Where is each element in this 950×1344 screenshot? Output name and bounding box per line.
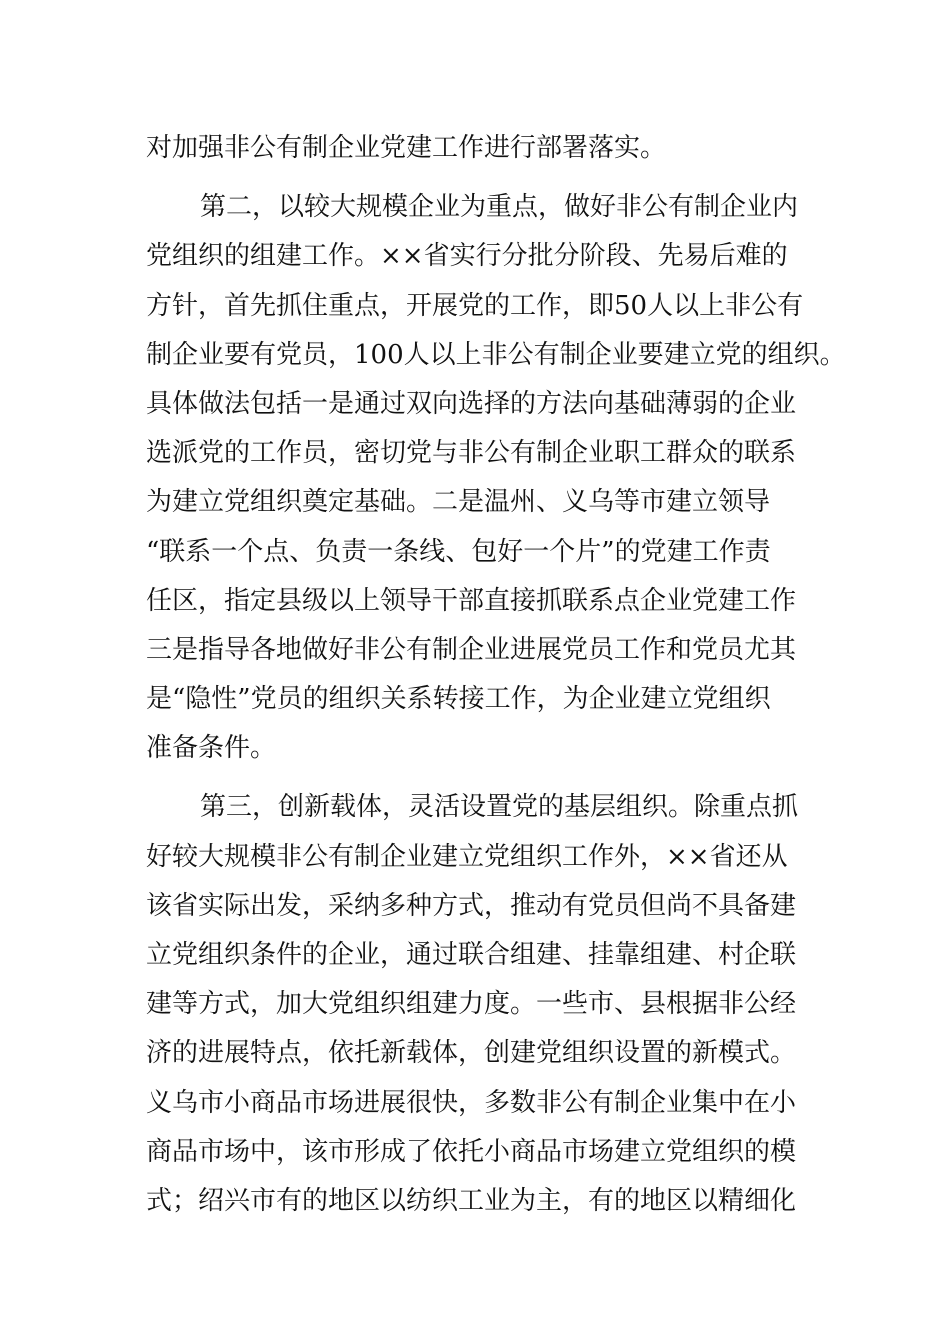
document-body (146, 124, 846, 1226)
text-line: 济的进展特点，依托新载体，创建党组织设置的新模式。 (146, 1038, 797, 1069)
text-line: 具体做法包括一是通过双向选择的方法向基础薄弱的企业 (146, 388, 797, 419)
paragraph-3 (146, 783, 810, 1226)
text-line: 为建立党组织奠定基础。二是温州、义乌等市建立领导 (146, 487, 771, 518)
text-line: 建等方式，加大党组织组建力度。一些市、县根据非公经 (146, 989, 797, 1020)
text-line: 商品市场中，该市形成了依托小商品市场建立党组织的模 (146, 1136, 797, 1167)
paragraph-gap (146, 773, 810, 783)
text-line: 立党组织条件的企业，通过联合组建、挂靠组建、村企联 (146, 940, 797, 970)
paragraph-gap (146, 173, 810, 183)
text-line: 对加强非公有制企业党建工作进行部署落实。 (146, 133, 667, 163)
text-line: 任区，指定县级以上领导干部直接抓联系点企业党建工作 (146, 585, 797, 616)
paragraph-2 (146, 183, 846, 773)
text-line: 该省实际出发，采纳多种方式，推动有党员但尚不具备建 (146, 890, 797, 921)
text-line: “联系一个点、负责一条线、包好一个片”的党建工作责 (146, 536, 771, 567)
text-line: 是“隐性”党员的组织关系转接工作，为企业建立党组织 (146, 684, 771, 715)
text-line: 三是指导各地做好非公有制企业进展党员工作和党员尤其 (146, 634, 797, 665)
text-line: 式；绍兴市有的地区以纺织工业为主，有的地区以精细化 (146, 1185, 797, 1216)
text-line: 义乌市小商品市场进展很快，多数非公有制企业集中在小 (146, 1087, 797, 1118)
text-line: 党组织的组建工作。××省实行分批分阶段、先易后难的 (146, 241, 788, 272)
text-line: 好较大规模非公有制企业建立党组织工作外，××省还从 (146, 841, 788, 872)
text-line: 方针，首先抓住重点，开展党的工作，即50人以上非公有 (146, 290, 804, 321)
paragraph-1 (146, 124, 810, 173)
text-line: 制企业要有党员，100人以上非公有制企业要建立党的组织。 (146, 339, 846, 370)
text-line: 选派党的工作员，密切党与非公有制企业职工群众的联系 (146, 438, 797, 469)
text-line: 准备条件。 (146, 733, 277, 764)
text-line: 第三，创新载体，灵活设置党的基层组织。除重点抓 (200, 792, 799, 823)
text-line: 第二，以较大规模企业为重点，做好非公有制企业内 (200, 192, 799, 223)
